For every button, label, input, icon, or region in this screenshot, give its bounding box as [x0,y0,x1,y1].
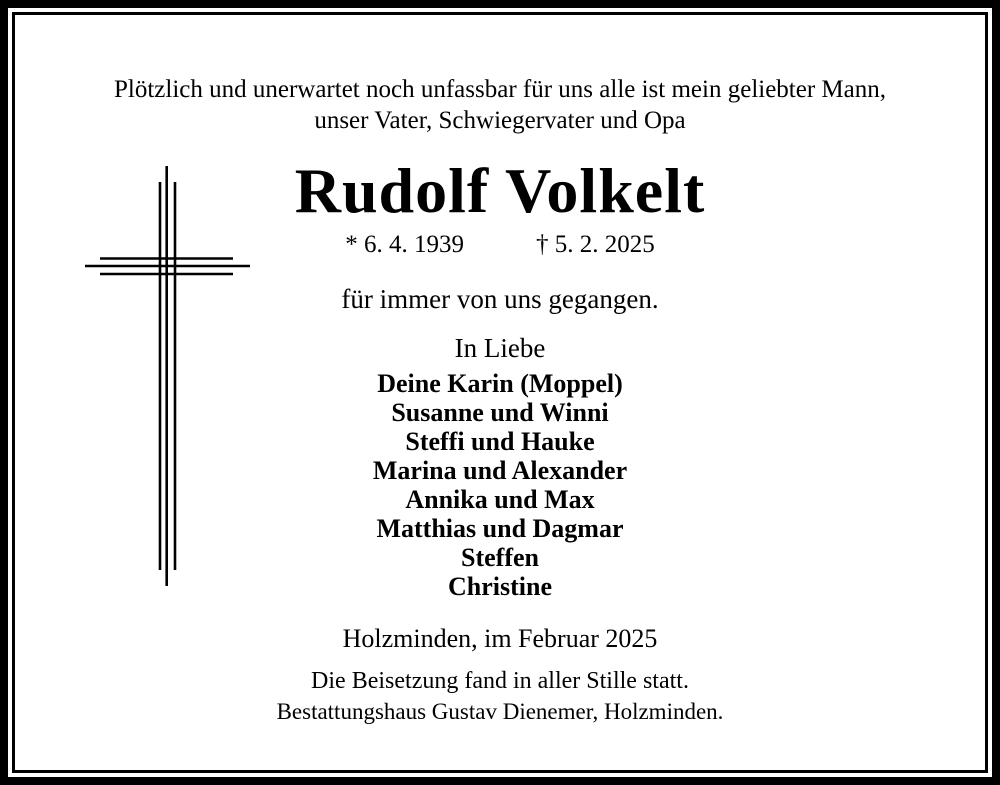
mourner-name: Annika und Max [405,485,595,514]
mourner-name: Deine Karin (Moppel) [377,369,623,398]
burial-note: Die Beisetzung fand in aller Stille statt. [311,668,689,694]
mourner-name: Christine [448,572,552,601]
mourner-name: Marina und Alexander [372,456,628,485]
funeral-home-credit: Bestattungshaus Gustav Dienemer, Holzminden. [276,699,724,724]
mourner-name: Susanne und Winni [391,398,609,427]
birth-date: * 6. 4. 1939 [345,231,464,258]
place-and-date: Holzminden, im Februar 2025 [342,624,658,653]
mourner-name: Steffi und Hauke [405,427,595,456]
deceased-name: Rudolf Volkelt [294,155,706,226]
life-dates [8,231,992,259]
mourner-name: Matthias und Dagmar [376,514,624,543]
death-date: † 5. 2. 2025 [536,231,655,258]
mourners-list [8,369,992,601]
mourner-name: Steffen [461,543,539,572]
intro-line-2: unser Vater, Schwiegervater und Opa [314,107,686,134]
intro-line-1: Plötzlich und unerwartet noch unfassbar für uns alle ist mein geliebter Mann, [113,76,886,103]
closing-line: In Liebe [454,333,546,363]
farewell-line: für immer von uns gegangen. [341,284,659,314]
